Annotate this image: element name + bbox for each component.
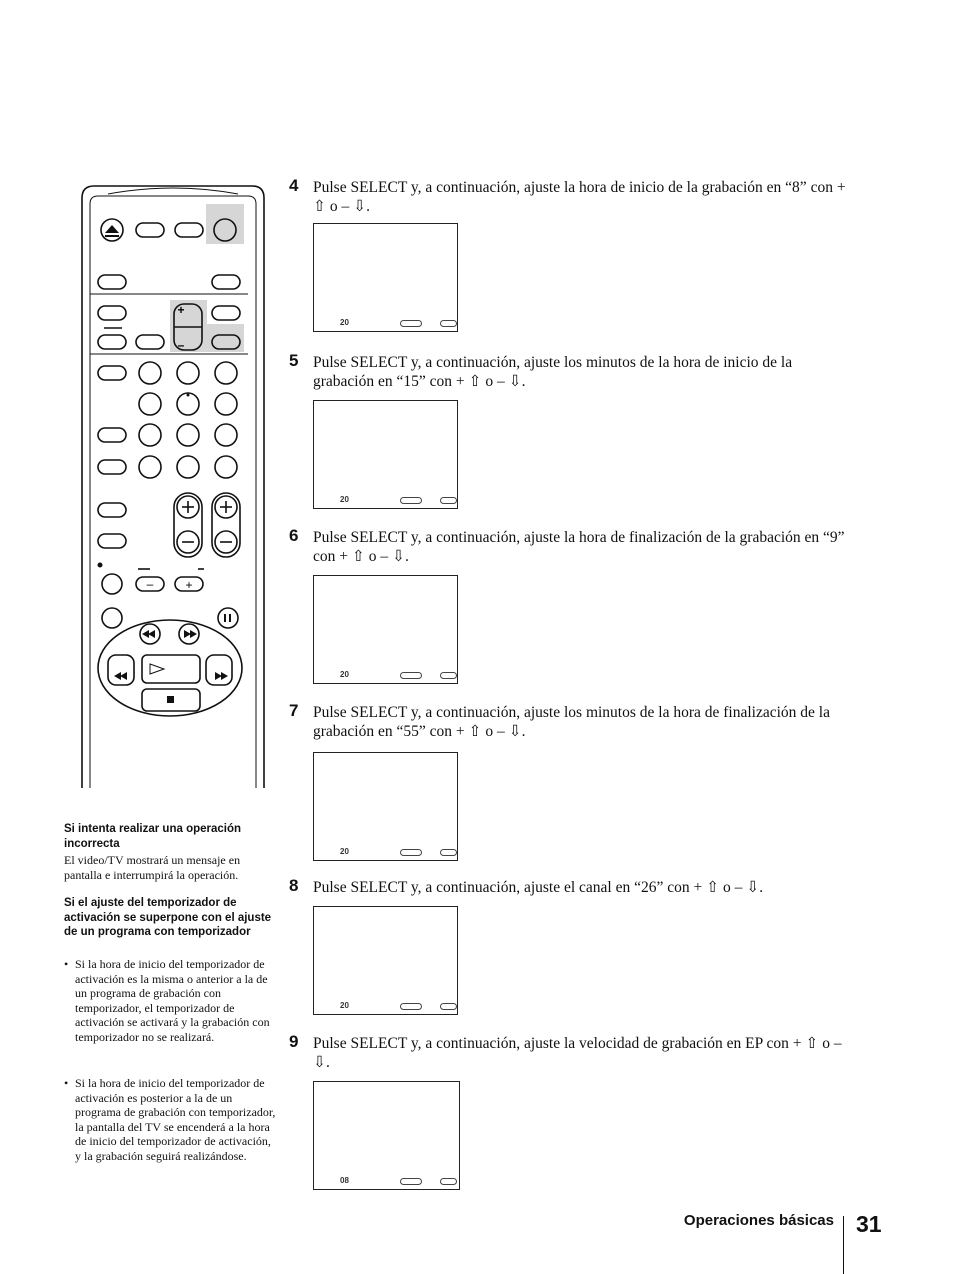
channel-minus-sign: –	[177, 338, 185, 352]
step-text-4: Pulse SELECT y, a continuación, ajuste la hora de inicio de la grabación en “8” con + ⇧ o – ⇩.	[313, 179, 846, 215]
step-number-6: 6	[289, 526, 299, 545]
screen-pill-icon	[400, 849, 422, 856]
note-title-incorrect-operation: Si intenta realizar una operación incorrecta	[64, 823, 242, 850]
screen-code: 20	[340, 495, 349, 504]
screen-pill-icon	[440, 320, 457, 327]
screen-pill-icon	[400, 1003, 422, 1010]
step-text-8: Pulse SELECT y, a continuación, ajuste el canal en “26” con + ⇧ o – ⇩.	[313, 879, 764, 896]
screen-pill-icon	[400, 320, 422, 327]
screen-pill-icon	[400, 1178, 422, 1185]
screen-code: 20	[340, 1001, 349, 1010]
note-title-timer-overlap: Si el ajuste del temporizador de activación se superpone con el ajuste de un programa con temporizador	[64, 897, 272, 938]
step-number-7: 7	[289, 701, 299, 720]
screen-code: 20	[340, 670, 349, 679]
screen-pill-icon	[440, 497, 457, 504]
step-text-5: Pulse SELECT y, a continuación, ajuste los minutos de la hora de inicio de la grabación en “15” con + ⇧ o – ⇩.	[313, 354, 793, 390]
page-number: 31	[856, 1211, 882, 1237]
step-number-5: 5	[289, 351, 299, 370]
bullet-symbol: •	[64, 957, 69, 971]
screen-illustration-9	[313, 1081, 460, 1190]
screen-pill-icon	[400, 672, 422, 679]
screen-illustration-4	[313, 223, 458, 332]
step-text-7: Pulse SELECT y, a continuación, ajuste los minutos de la hora de finalización de la grabación en “55” con + ⇧ o – ⇩.	[313, 704, 830, 740]
footer-divider	[843, 1216, 844, 1274]
step-number-8: 8	[289, 876, 299, 895]
screen-illustration-8	[313, 906, 458, 1015]
note-body-incorrect-operation: El video/TV mostrará un mensaje en pantalla e interrumpirá la operación.	[64, 853, 241, 882]
note-bullet-text: Si la hora de inicio del temporizador de activación es la misma o anterior a la de un programa de grabación con temporizador, el temporizador de activación se activará y la grabación con temporizador no se realizará.	[75, 957, 270, 1044]
screen-pill-icon	[400, 497, 422, 504]
screen-pill-icon	[440, 672, 457, 679]
note-bullet-text: Si la hora de inicio del temporizador de activación es posterior a la de un programa de grabación con temporizador, la pantalla del TV se encenderá a la hora de inicio del temporizador de activación, y la grabación seguirá realizándose.	[75, 1076, 276, 1163]
screen-code: 20	[340, 318, 349, 327]
step-text-9: Pulse SELECT y, a continuación, ajuste la velocidad de grabación en EP con + ⇧ o – ⇩.	[313, 1035, 842, 1071]
note-bullet-item	[64, 1076, 279, 1163]
step-text-6: Pulse SELECT y, a continuación, ajuste la hora de finalización de la grabación en “9” con + ⇧ o – ⇩.	[313, 529, 845, 565]
screen-illustration-6	[313, 575, 458, 684]
note-bullet-item	[64, 957, 279, 1044]
remote-control-illustration	[78, 178, 268, 788]
section-label: Operaciones básicas	[683, 1212, 834, 1229]
screen-code: 20	[340, 847, 349, 856]
screen-code: 08	[340, 1176, 349, 1185]
step-number-4: 4	[289, 176, 299, 195]
bullet-symbol: •	[64, 1076, 69, 1090]
slow-minus-sign: –	[146, 577, 154, 591]
screen-illustration-7	[313, 752, 458, 861]
channel-plus-sign: +	[177, 303, 185, 317]
screen-pill-icon	[440, 1003, 457, 1010]
step-number-9: 9	[289, 1032, 299, 1051]
screen-pill-icon	[440, 1178, 457, 1185]
screen-illustration-5	[313, 400, 458, 509]
screen-pill-icon	[440, 849, 457, 856]
slow-plus-sign: +	[185, 578, 193, 592]
